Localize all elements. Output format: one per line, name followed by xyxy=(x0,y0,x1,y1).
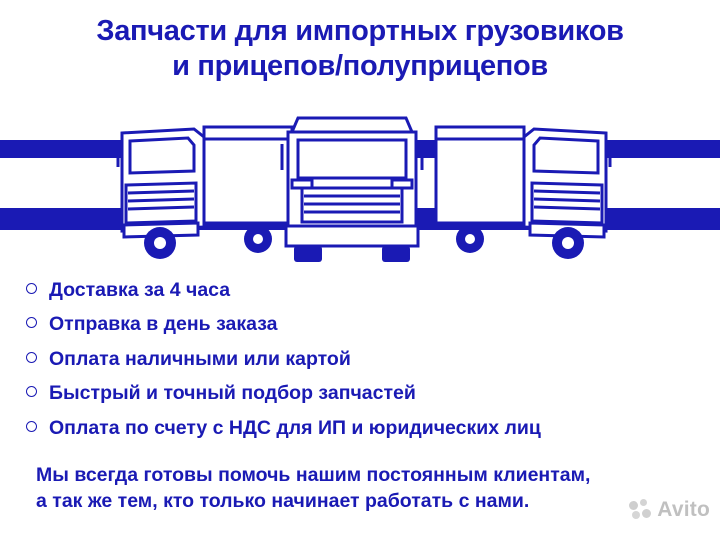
bullet-circle-icon xyxy=(26,283,37,294)
feature-label: Оплата по счету с НДС для ИП и юридических лиц xyxy=(49,416,541,439)
list-item xyxy=(26,383,694,404)
avito-dots-icon xyxy=(629,499,655,521)
truck-center-icon xyxy=(272,104,432,269)
three-trucks-icon xyxy=(0,104,720,269)
list-item xyxy=(26,314,694,335)
feature-list xyxy=(26,280,694,452)
list-item xyxy=(26,418,694,439)
closing-paragraph xyxy=(36,463,696,514)
feature-label: Оплата наличными или картой xyxy=(49,347,351,370)
headline-line-1: Запчасти для импортных грузовиков xyxy=(96,15,624,47)
list-item xyxy=(26,349,694,370)
bullet-circle-icon xyxy=(26,421,37,432)
feature-label: Быстрый и точный подбор запчастей xyxy=(49,382,416,405)
list-item xyxy=(26,280,694,301)
bullet-circle-icon xyxy=(26,352,37,363)
feature-label: Отправка в день заказа xyxy=(49,313,278,336)
watermark-label: Avito xyxy=(657,498,710,521)
headline-line-2: и прицепов/полуприцепов xyxy=(172,50,548,83)
truck-right-icon xyxy=(430,109,620,269)
avito-watermark xyxy=(629,498,710,522)
truck-left-icon xyxy=(108,109,298,269)
closing-line-1: Мы всегда готовы помочь нашим постоянным клиентам, xyxy=(36,464,591,486)
closing-line-2: а так же тем, кто только начинает работать с нами. xyxy=(36,489,530,512)
bullet-circle-icon xyxy=(26,317,37,328)
bullet-circle-icon xyxy=(26,386,37,397)
feature-label: Доставка за 4 часа xyxy=(49,279,231,301)
page-title xyxy=(0,14,720,85)
